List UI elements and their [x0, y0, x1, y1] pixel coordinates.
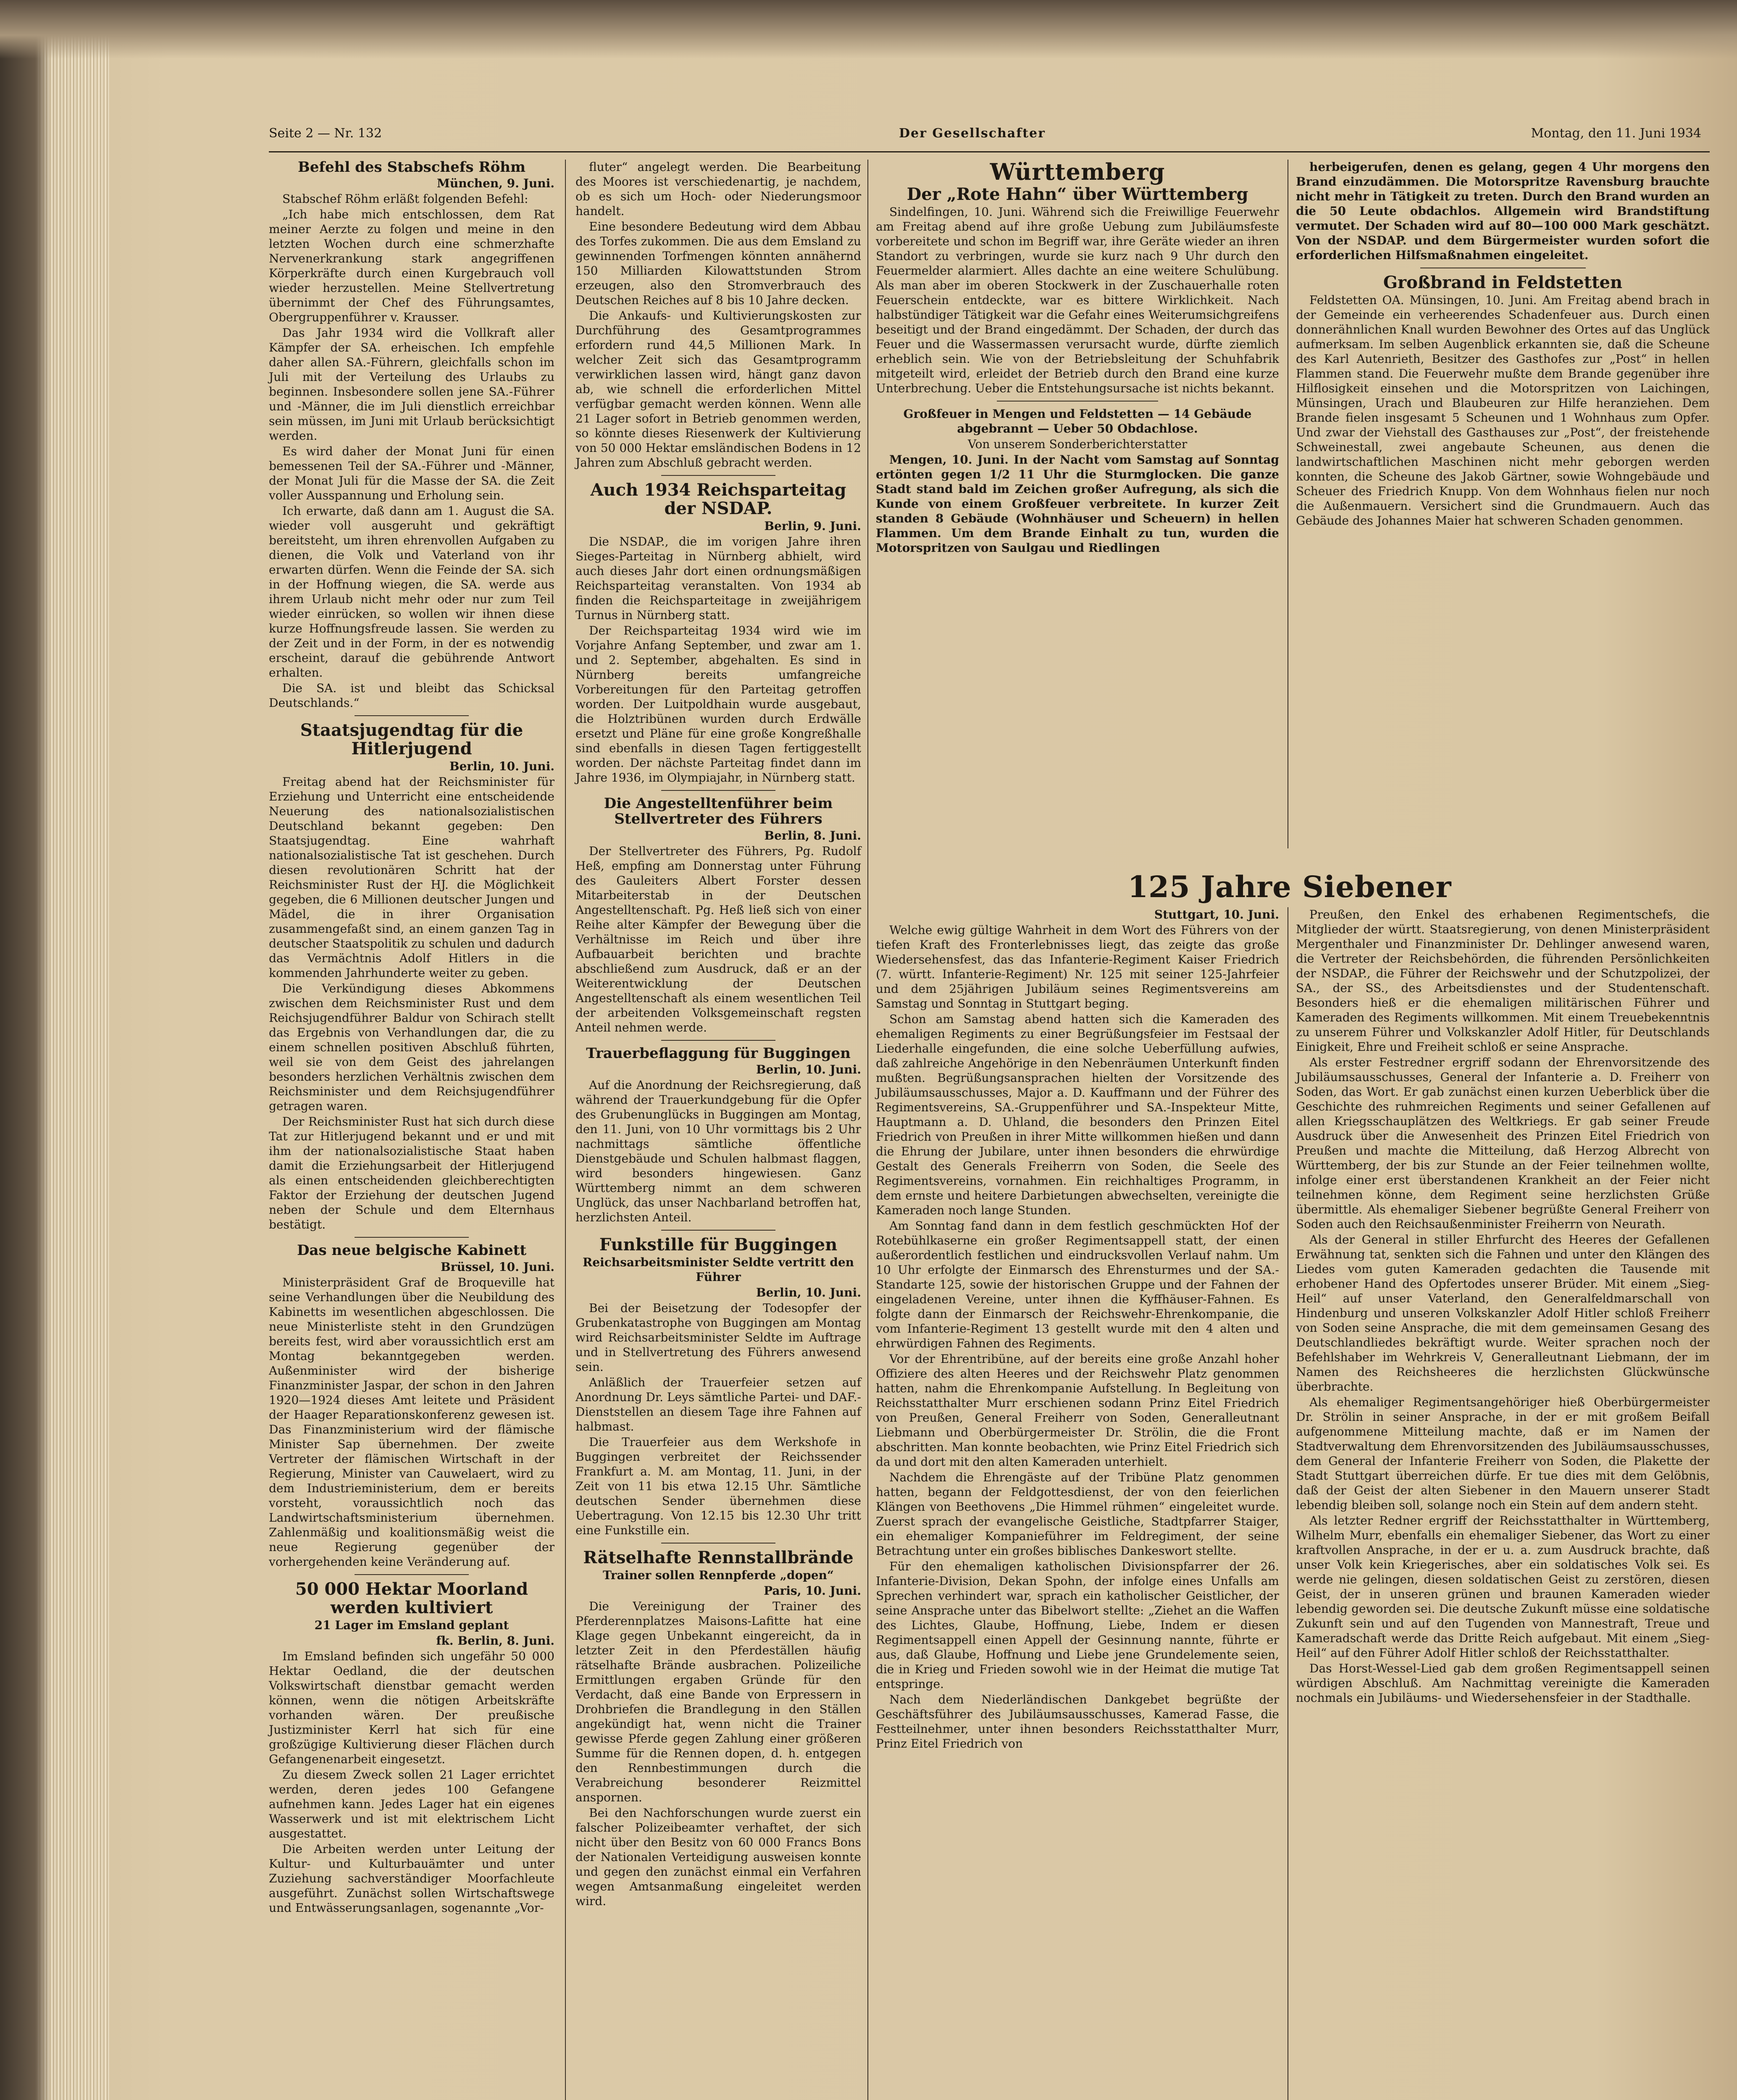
- newspaper-page: [269, 109, 1710, 2100]
- paragraph: Der Stellvertreter des Führers, Pg. Rudolf Heß, empfing am Donnerstag unter Führung des Gauleiters Albert Forster dessen Mitarbeiterstab in der Deutschen Angestelltenschaft. Pg. Heß ließ sich von einer Reihe alter Kämpfer der Bewegung über die Verhältnisse im Reich und über ihre Aufbauarbeit berichten und brachte abschließend zum Ausdruck, daß er an der Weiterentwicklung der Deutschen Angestelltenschaft als einem wesentlichen Teil der arbeitenden Volksgemeinschaft regsten Anteil nehmen werde.: [575, 844, 861, 1034]
- dateline: Stuttgart, 10. Juni.: [1154, 908, 1279, 921]
- section-title: Württemberg: [990, 158, 1165, 185]
- paragraph: Der Reichsminister Rust hat sich durch diese Tat zur Hitlerjugend bekannt und er und mit ihm der nationalsozialistische Staat haben damit die Erziehungsarbeit der Hitlerjugend als einen entscheidenden gleichberechtigten Faktor der Erziehung der deutschen Jugend neben der Schule und dem Elternhaus bestätigt.: [269, 1115, 554, 1232]
- dateline: Berlin, 10. Juni.: [756, 1286, 861, 1300]
- paragraph: Schon am Samstag abend hatten sich die Kameraden des ehemaligen Regiments zu einer Begrüßungsfeier im Festsaal der Liederhalle eingefunden, die eine solche Ueberfüllung aufwies, daß zahlreiche Angehörige in den Nebenräumen Unterkunft finden mußten. Begrüßungsansprachen hielten der Vorsitzende des Jubiläumsausschusses, Major a. D. Kauffmann und der Führer des Regimentsvereins, SA.-Gruppenführer und SA.-Inspekteur Mitte, Hauptmann a. D. Uhland, die besonders den Prinzen Eitel Friedrich von Preußen in ihrer Mitte willkommen hießen und dann die Ehrung der Jubilare, unter ihnen besonders die ehrwürdige Gestalt des Generals Freiherrn von Soden, die Seele des Regimentsvereins, vornahmen. Ein reichhaltiges Programm, in dem ernste und heitere Darbietungen abwechselten, vereinigte die Kameraden noch lange Stunden.: [876, 1012, 1279, 1217]
- paragraph: Auf die Anordnung der Reichsregierung, daß während der Trauerkundgebung für die Opfer des Grubenunglücks in Buggingen am Montag, den 11. Juni, von 10 Uhr vormittags bis 2 Uhr nachmittags sämtliche öffentliche Dienstgebäude und Schulen halbmast flaggen, wird besonders hingewiesen. Ganz Württemberg nimmt an dem schweren Unglück, das unser Nachbarland betroffen hat, herzlichsten Anteil.: [575, 1078, 861, 1225]
- paragraph: Das Horst-Wessel-Lied gab dem großen Regimentsappell seinen würdigen Abschluß. Am Nachmittag vereinigte die Kameraden nochmals ein Jubiläums- und Wiedersehensfeier in der Stadthalle.: [1296, 1662, 1710, 1705]
- paragraph: Der Reichsparteitag 1934 wird wie im Vorjahre Anfang September, und zwar am 1. und 2. September, abgehalten. Es sind in Nürnberg bereits umfangreiche Vorbereitungen für den Parteitag getroffen worden. Der Luitpoldhain wurde ausgebaut, die Holztribünen wurden durch Erdwälle ersetzt und Pläne für eine große Kongreßhalle sind ebenfalls in diesen Tagen fertiggestellt worden. Der nächste Parteitag findet dann im Jahre 1936, im Olympiajahr, in Nürnberg statt.: [575, 624, 861, 785]
- paragraph: Bei der Beisetzung der Todesopfer der Grubenkatastrophe von Buggingen am Montag wird Reichsarbeitsminister Seldte im Auftrage und in Stellvertretung des Führers anwesend sein.: [575, 1301, 861, 1374]
- paragraph: Am Sonntag fand dann in dem festlich geschmückten Hof der Rotebühlkaserne ein großer Regimentsappell statt, der einen außerordentlich festlichen und eindrucksvollen Verlauf nahm. Um 10 Uhr erfolgte der Einmarsch des Ehrensturmes und der SA.-Standarte 125, sowie der historischen Gruppe und der Fahnen der eingeladenen Vereine, unter ihnen die Kyffhäuser-Fahnen. Es folgte dann der Einmarsch der Reichswehr-Ehrenkompanie, die vom Infanterie-Regiment 13 gestellt wurde mit den 4 alten und ehrwürdigen Fahnen des Regiments.: [876, 1219, 1279, 1350]
- article-subtitle: Von unserem Sonderberichterstatter: [967, 437, 1188, 452]
- article-title: Großfeuer in Mengen und Feldstetten — 14 Gebäude abgebrannt — Ueber 50 Obdachlose.: [903, 407, 1252, 436]
- paragraph: Die Arbeiten werden unter Leitung der Kultur- und Kulturbauämter und unter Zuziehung sachverständiger Moorfachleute ausgeführt. Zunächst sollen Wirtschaftswege und Entwässerungsanlagen, sogenannte „Vor-: [269, 1842, 554, 1915]
- article-separator: [661, 1040, 775, 1041]
- article-separator: [661, 1230, 775, 1231]
- top-edge-shadow: [0, 0, 1737, 59]
- article-separator: [661, 1543, 775, 1544]
- paragraph: Freitag abend hat der Reichsminister für Erziehung und Unterricht eine entscheidende Neuerung des nationalsozialistischen Deutschland bekannt gegeben: Den Staatsjugendtag. Eine wahrhaft nationalsozialistische Tat ist geschehen. Durch diesen revolutionären Schritt hat der Reichsminister Rust der HJ. die Möglichkeit gegeben, die 6 Millionen deutscher Jungen und Mädel, die in ihrer Organisation zusammengefaßt sind, an einem ganzen Tag in deutscher Staatspolitik zu schulen und dadurch das Vermächtnis Adolf Hitlers in die kommenden Jahrhunderte weiter zu geben.: [269, 775, 554, 980]
- paragraph: herbeigerufen, denen es gelang, gegen 4 Uhr morgens den Brand einzudämmen. Die Motorspritze Ravensburg brauchte nicht mehr in Tätigkeit zu treten. Durch den Brand wurden an die 50 Leute obdachlos. Allgemein wird Brandstiftung vermutet. Der Schaden wird auf 80—100 000 Mark geschätzt. Von der NSDAP. und dem Bürgermeister wurden sofort die erforderlichen Hilfsmaßnahmen eingeleitet.: [1296, 160, 1710, 262]
- paragraph: Die SA. ist und bleibt das Schicksal Deutschlands.“: [269, 681, 554, 710]
- paragraph: Ministerpräsident Graf de Broqueville hat seine Verhandlungen über die Neubildung des Kabinetts im wesentlichen abgeschlossen. Die neue Ministerliste steht in den Grundzügen bereits fest, wird aber voraussichtlich erst am Montag bekanntgegeben werden. Außenminister wird der bisherige Finanzminister Jaspar, der schon in den Jahren 1920—1924 dieses Amt leitete und Präsident der Haager Reparationskonferenz gewesen ist. Das Finanzministerium wird der flämische Minister Sap übernehmen. Der zweite Vertreter der flämischen Wirtschaft in der Regierung, Minister van Cauwelaert, wird zu dem Industrieministerium, dem er bereits vorsteht, voraussichtlich noch das Landwirtschaftsministerium übernehmen. Zahlenmäßig und koalitionsmäßig weist die neue Regierung gegenüber der vorhergehenden keine Veränderung auf.: [269, 1275, 554, 1569]
- column-rule: [565, 160, 566, 2100]
- paragraph: Sindelfingen, 10. Juni. Während sich die Freiwillige Feuerwehr am Freitag abend auf ihre große Uebung zum Jubiläumsfeste vorbereitete und schon im Begriff war, ihre Geräte wieder an ihren Standort zu verbringen, wurde sie kurz nach 9 Uhr durch den Feuermelder alarmiert. Alles dachte an eine weitere Schulübung. Als man aber im oberen Stockwerk in der Zuschauerhalle roten Feuerschein entdeckte, war es bittere Wirklichkeit. Nach halbstündiger Tätigkeit war die Gefahr eines Weiterumsichgreifens beseitigt und der Brand eingedämmt. Der Schaden, der durch das Feuer und die Wassermassen verursacht wurde, dürfte ziemlich erheblich sein. Wie von der Betriebsleitung der Schuhfabrik mitgeteilt wird, erleidet der Betrieb durch den Brand eine kurze Unterbrechung. Ueber die Entstehungsursache ist nichts bekannt.: [876, 205, 1279, 396]
- article-title: Trauerbeflaggung für Buggingen: [586, 1045, 851, 1062]
- article-title: Staatsjugendtag für die Hitlerjugend: [300, 720, 523, 759]
- wide-article-column-1: [876, 907, 1279, 1752]
- issue-date: Montag, den 11. Juni 1934: [1531, 126, 1701, 141]
- article-separator: [661, 475, 775, 476]
- article-title: Befehl des Stabschefs Röhm: [298, 159, 526, 176]
- paragraph: Das Jahr 1934 wird die Vollkraft aller Kämpfer der SA. erheischen. Ich empfehle daher allen SA.-Führern, gleichfalls schon im Juli mit der Verteilung des Urlaubs zu beginnen. Insbesondere sollen jene SA.-Führer und -Männer, die im Juli dienstlich erreichbar sein müssen, im Juni mit Urlaub berücksichtigt werden.: [269, 326, 554, 443]
- paragraph: Stabschef Röhm erläßt folgenden Befehl:: [282, 192, 528, 206]
- running-header: [269, 126, 1710, 151]
- paragraph: Als erster Festredner ergriff sodann der Ehrenvorsitzende des Jubiläumsausschusses, General der Infanterie a. D. Freiherr von Soden, das Wort. Er gab zunächst einen kurzen Ueberblick über die Geschichte des ruhmreichen Regiments und seiner Gefallenen auf allen Kriegsschauplätzen des Weltkriegs. Er gab seiner Freude Ausdruck über die Anwesenheit des Prinzen Eitel Friedrich von Preußen und machte die Mitteilung, daß Herzog Albrecht von Württemberg, der bis zur Stunde an der Feier teilnehmen wollte, infolge einer erst überstandenen Krankheit an der Feier nicht teilnehmen könne, dem Regiment seine herzlichsten Grüße übermittle. Als ehemaliger Siebener begrüßte General Freiherr von Soden auch den Reichsaußenminister Freiherrn von Neurath.: [1296, 1055, 1710, 1231]
- dateline: fk. Berlin, 8. Juni.: [436, 1633, 554, 1648]
- paragraph: „Ich habe mich entschlossen, dem Rat meiner Aerzte zu folgen und meine in den letzten Wochen durch eine schmerzhafte Nervenerkrankung stark angegriffenen Körperkräfte durch einen Kurgebrauch voll wieder herzustellen. Meine Stellvertretung übernimmt der Chef des Führungsamtes, Obergruppenführer v. Krausser.: [269, 207, 554, 325]
- column-4: [1296, 160, 1710, 529]
- dateline: Berlin, 8. Juni.: [764, 828, 861, 843]
- wide-article-column-2: [1296, 907, 1710, 1706]
- paragraph: Als der General in stiller Ehrfurcht des Heeres der Gefallenen Erwähnung tat, senkten sich die Fahnen und unter den Klängen des Liedes vom guten Kameraden gedachten die Tausende mit erhobener Hand des Opfertodes unserer Brüder. Mit einem „Sieg-Heil“ auf unser Vaterland, den Generalfeldmarschall von Hindenburg und unseren Volkskanzler Adolf Hitler schloß Freiherr von Soden seine Ansprache, die mit dem gemeinsamen Gesang des Deutschlandliedes bekräftigt wurde. Weiter sprachen noch der Befehlshaber im Wehrkreis V, Generalleutnant Liebmann, der im Namen des Reichsheeres die herzlichsten Glückwünsche überbrachte.: [1296, 1233, 1710, 1394]
- column-rule: [867, 160, 868, 2100]
- paragraph: Ich erwarte, daß dann am 1. August die SA. wieder voll ausgeruht und gekräftigt bereitsteht, um ihren ehrenvollen Aufgaben zu dienen, die Volk und Vaterland von ihr erwarten dürfen. Wenn die Feinde der SA. sich in der Hoffnung wiegen, die SA. werde aus ihrem Urlaub nicht mehr oder nur zum Teil wieder einrücken, so wollen wir ihnen diese kurze Hoffnungsfreude lassen. Sie werden zu der Zeit und in der Form, in der es notwendig erscheint, darauf die gebührende Antwort erhalten.: [269, 504, 554, 680]
- paragraph: Nachdem die Ehrengäste auf der Tribüne Platz genommen hatten, begann der Feldgottesdienst, der von den feierlichen Klängen von Beethovens „Die Himmel rühmen“ eingeleitet wurde. Zuerst sprach der evangelische Geistliche, Stadtpfarrer Staiger, ein ehemaliger Kompanieführer im Feldregiment, der seine Betrachtung unter ein großes biblisches Dankeswort stellte.: [876, 1470, 1279, 1558]
- article-title: Funkstille für Buggingen: [599, 1235, 838, 1255]
- paragraph: Die Trauerfeier aus dem Werkshofe in Buggingen verbreitet der Reichssender Frankfurt a. M. am Montag, 11. Juni, in der Zeit von 11 bis etwa 12.15 Uhr. Sämtliche deutschen Sender übernehmen diese Uebertragung. Von 12.15 bis 12.30 Uhr tritt eine Funkstille ein.: [575, 1435, 861, 1538]
- dateline: München, 9. Juni.: [436, 176, 554, 191]
- column-2: [575, 160, 861, 1909]
- paragraph: fluter“ angelegt werden. Die Bearbeitung des Moores ist verschiedenartig, je nachdem, ob es sich um Hoch- oder Niederungsmoor handelt.: [575, 160, 861, 218]
- paragraph: Die NSDAP., die im vorigen Jahre ihren Sieges-Parteitag in Nürnberg abhielt, wird auch dieses Jahr dort einen ordnungsmäßigen Reichsparteitag veranstalten. Von 1934 ab finden die Reichsparteitage in zweijährigem Turnus in Nürnberg statt.: [575, 535, 861, 622]
- paragraph: Als ehemaliger Regimentsangehöriger hieß Oberbürgermeister Dr. Strölin in seiner Ansprache, in der er mit großem Beifall aufgenommene Mitteilung machte, daß er im Namen der Stadtverwaltung dem Ehrenvorsitzenden des Jubiläumsausschusses, dem General der Infanterie Freiherr von Soden, die Plakette der Stadt Stuttgart überreichen dürfe. Er tue dies mit dem Gelöbnis, daß der Geist der alten Siebener in den Mauern unserer Stadt lebendig bleiben soll, solange noch ein Stein auf dem andern steht.: [1296, 1395, 1710, 1512]
- paragraph: Welche ewig gültige Wahrheit in dem Wort des Führers von der tiefen Kraft des Fronterlebnisses liegt, das zeigte das große Wiedersehensfest, das das Infanterie-Regiment Kaiser Friedrich (7. württ. Infanterie-Regiment) Nr. 125 mit seiner 125-Jahrfeier und dem 25jährigen Jubiläum seines Regimentsvereins am Samstag und Sonntag in Stuttgart beging.: [876, 923, 1279, 1011]
- paragraph: Bei den Nachforschungen wurde zuerst ein falscher Polizeibeamter verhaftet, der sich nicht über den Besitz von 60 000 Francs Bons der Nationalen Verteidigung ausweisen konnte und gegen den zunächst einmal ein Verfahren wegen Amtsanmaßung eingeleitet werden wird.: [575, 1806, 861, 1908]
- paragraph: Anläßlich der Trauerfeier setzen auf Anordnung Dr. Leys sämtliche Partei- und DAF.-Dienststellen an diesem Tage ihre Fahnen auf halbmast.: [575, 1376, 861, 1434]
- dateline: Brüssel, 10. Juni.: [440, 1260, 554, 1274]
- masthead-title: Der Gesellschafter: [899, 126, 1046, 141]
- article-title: Die Angestelltenführer beim Stellvertreter des Führers: [604, 795, 833, 828]
- article-separator: [355, 1237, 469, 1238]
- paragraph: Für den ehemaligen katholischen Divisionspfarrer der 26. Infanterie-Division, Dekan Spohn, der infolge eines Unfalls am Sprechen verhindert war, sprach ein katholischer Geistlicher, der seine Ansprache unter das Bibelwort stellte: „Ziehet an die Waffen des Lichtes, Glaube, Hoffnung, Liebe, Indem er diesen Regimentsappell einen Appell der Gesinnung nannte, führte er aus, daß Glaube, Hoffnung und Liebe jene Grundelemente seien, die in Krieg und Frieden sowohl wie in der Heimat die mutige Tat entspringe.: [876, 1559, 1279, 1691]
- paragraph: Mengen, 10. Juni. In der Nacht vom Samstag auf Sonntag ertönten gegen 1/2 11 Uhr die Sturmglocken. Die ganze Stadt stand bald im Zeichen großer Aufregung, als sich die Kunde von einem Großfeuer verbreitete. In kurzer Zeit standen 8 Gebäude (Wohnhäuser und Scheuern) in hellen Flammen. Um dem Brande Einhalt zu tun, wurden die Motorspritzen von Saulgau und Riedlingen: [876, 453, 1279, 555]
- paragraph: Die Ankaufs- und Kultivierungskosten zur Durchführung des Gesamtprogrammes erfordern rund 44,5 Millionen Mark. In welcher Zeit sich das Gesamtprogramm verwirklichen lassen wird, hängt ganz davon ab, wie schnell die erforderlichen Mittel verfügbar gemacht werden können. Wenn alle 21 Lager sofort in Betrieb genommen werden, so könnte dieses Riesenwerk der Kultivierung von 50 000 Hektar emsländischen Bodens in 12 Jahren zum Abschluß gebracht werden.: [575, 309, 861, 470]
- paragraph: Vor der Ehrentribüne, auf der bereits eine große Anzahl hoher Offiziere des alten Heeres und der Reichswehr Platz genommen hatten, nahm die Ehrenkompanie Aufstellung. In Begleitung von Reichsstatthalter Murr erschienen sodann Prinz Eitel Friedrich von Preußen, General Freiherr von Soden, Generalleutnant Liebmann und Oberbürgermeister Dr. Strölin, die die Front abschritten. Man konnte beobachten, wie Prinz Eitel Friedrich sich da und dort mit den alten Kameraden unterhielt.: [876, 1352, 1279, 1469]
- article-separator: [997, 401, 1158, 402]
- article-title: Rätselhafte Rennstallbrände: [583, 1548, 854, 1568]
- dateline: Berlin, 9. Juni.: [764, 519, 861, 533]
- article-separator: [661, 790, 775, 791]
- article-title: Der „Rote Hahn“ über Württemberg: [907, 184, 1248, 205]
- paragraph: Die Vereinigung der Trainer des Pferderennplatzes Maisons-Lafitte hat eine Klage gegen Unbekannt eingereicht, da in letzter Zeit in den Pferdeställen häufig rätselhafte Brände ausbrachen. Polizeiliche Ermittlungen ergaben Gründe für den Verdacht, daß eine Bande von Erpressern in Drohbriefen die Brandlegung in den Ställen angekündigt hat, wenn nicht die Trainer gewisse Pferde gegen Zahlung einer größeren Summe für die Rennen dopen, d. h. entgegen den Rennbestimmungen durch die Verabreichung besonderer Reizmittel anspornen.: [575, 1599, 861, 1805]
- header-rule: [269, 151, 1710, 152]
- dateline: Berlin, 10. Juni.: [449, 759, 554, 774]
- paragraph: Es wird daher der Monat Juni für einen bemessenen Teil der SA.-Führer und -Männer, der Monat Juli für die Masse der SA. die Zeit voller Ausspannung und Erholung sein.: [269, 444, 554, 503]
- article-title: Auch 1934 Reichsparteitag der NSDAP.: [590, 480, 846, 518]
- dateline: Paris, 10. Juni.: [764, 1584, 861, 1598]
- paragraph: Zu diesem Zweck sollen 21 Lager errichtet werden, deren jedes 100 Gefangene aufnehmen kann. Jedes Lager hat ein eigenes Wasserwerk und ist mit elektrischem Licht ausgestattet.: [269, 1767, 554, 1840]
- paragraph: Im Emsland befinden sich ungefähr 50 000 Hektar Oedland, die der deutschen Volkswirtschaft dienstbar gemacht werden können, wenn die nötigen Arbeitskräfte vorhanden wären. Der preußische Justizminister Kerrl hat sich für eine großzügige Kultivierung dieser Flächen durch Gefangenenarbeit eingesetzt.: [269, 1649, 554, 1766]
- article-subtitle: 21 Lager im Emsland geplant: [314, 1618, 509, 1632]
- wide-article-title: 125 Jahre Siebener: [1127, 869, 1452, 904]
- article-title: Das neue belgische Kabinett: [297, 1242, 527, 1259]
- dateline: Berlin, 10. Juni.: [756, 1063, 861, 1077]
- column-3: [876, 160, 1279, 556]
- paragraph: Eine besondere Bedeutung wird dem Abbau des Torfes zukommen. Die aus dem Emsland zu gewinnenden Torfmengen könnten annähernd 150 Milliarden Kilowattstunden Strom erzeugen, also den Stromverbrauch des Deutschen Reiches auf 8 bis 10 Jahre decken.: [575, 220, 861, 307]
- article-subtitle: Trainer sollen Rennpferde „dopen“: [603, 1568, 834, 1583]
- paragraph: Feldstetten OA. Münsingen, 10. Juni. Am Freitag abend brach in der Gemeinde ein verheerendes Schadenfeuer aus. Durch einen donnerähnlichen Knall wurden Bewohner des Ortes auf das Unglück aufmerksam. Im selben Augenblick erkannten sie, daß die Scheune des Karl Autenrieth, Besitzer des Gasthofes zur „Post“ in hellen Flammen stand. Die Feuerwehr mußte dem Brande gegenüber ihre Hilflosigkeit einsehen und die Motorspritzen von Laichingen, Münsingen, Urach und Blaubeuren zur Hilfe heranziehen. Dem Brande fielen insgesamt 5 Scheunen und 1 Wohnhaus zum Opfer. Und zwar der Viehstall des Gasthauses zur „Post“, der freistehende Schweinestall, zwei angebaute Scheunen, aus denen die landwirtschaftlichen Maschinen nicht mehr geborgen werden konnten, die Scheune des Jakob Gärtner, sowie Wohngebäude und Scheuer des Friedrich Knupp. Von dem Wohnhaus fielen nur noch die Außenmauern. Versichert sind die Grundmauern. Auch das Gebäude des Johannes Maier hat schweren Schaden genommen.: [1296, 293, 1710, 528]
- article-separator: [355, 715, 469, 716]
- article-subtitle: Reichsarbeitsminister Seldte vertritt den Führer: [582, 1255, 854, 1284]
- paragraph: Nach dem Niederländischen Dankgebet begrüßte der Geschäftsführer des Jubiläumsausschusses, Kamerad Fasse, die Festteilnehmer, unter ihnen besonders Reichsstatthalter Murr, Prinz Eitel Friedrich von: [876, 1693, 1279, 1751]
- paragraph: Preußen, den Enkel des erhabenen Regimentschefs, die Mitglieder der württ. Staatsregierung, von denen Ministerpräsident Mergenthaler und Finanzminister Dr. Dehlinger anwesend waren, die Vertreter der Reichsbehörden, die führenden Persönlichkeiten der NSDAP., die Führer der Reichswehr und der Schutzpolizei, der SA., der SS., des Arbeitsdienstes und der Studentenschaft. Besonders hieß er die ehemaligen militärischen Führer und Kameraden des Regiments willkommen. Mit einem Treuebekenntnis zu unserem Führer und Volkskanzler Adolf Hitler, für Deutschlands Einigkeit, Ehre und Freiheit schloß er seine Ansprache.: [1296, 908, 1710, 1054]
- paragraph: Als letzter Redner ergriff der Reichsstatthalter in Württemberg, Wilhelm Murr, ebenfalls ein ehemaliger Siebener, das Wort zu einer kraftvollen Ansprache, in der er u. a. zum Ausdruck brachte, daß unser Volk kein Kriegerisches, aber ein soldatisches Volk sei. Es werde nie gelingen, diesen soldatischen Geist zu zerstören, diesen Geist, der in unseren grünen und braunen Kameraden wieder lebendig geworden sei. Die deutsche Zukunft müsse eine soldatische Zukunft sein und auf den Tugenden von Mannestraft, Treue und Kameradschaft werde das Dritte Reich aufgebaut. Mit einem „Sieg-Heil“ auf den Führer Adolf Hitler schloß der Reichsstatthalter.: [1296, 1514, 1710, 1660]
- paragraph: Die Verkündigung dieses Abkommens zwischen dem Reichsminister Rust und dem Reichsjugendführer Baldur von Schirach stellt das Ergebnis von Verhandlungen dar, die zu einem schnellen positiven Abschluß führten, weil sie von dem Geist des jahrelangen besonders herzlichen Verhältnis zwischen dem Reichsminister und dem Reichsjugendführer getragen waren.: [269, 982, 554, 1113]
- page-number: Seite 2 — Nr. 132: [269, 126, 382, 141]
- article-separator: [355, 1574, 469, 1575]
- column-1: [269, 160, 554, 1916]
- article-title: 50 000 Hektar Moorland werden kultiviert: [295, 1579, 528, 1617]
- spine-shadow: [0, 0, 50, 2100]
- article-title: Großbrand in Feldstetten: [1383, 273, 1623, 292]
